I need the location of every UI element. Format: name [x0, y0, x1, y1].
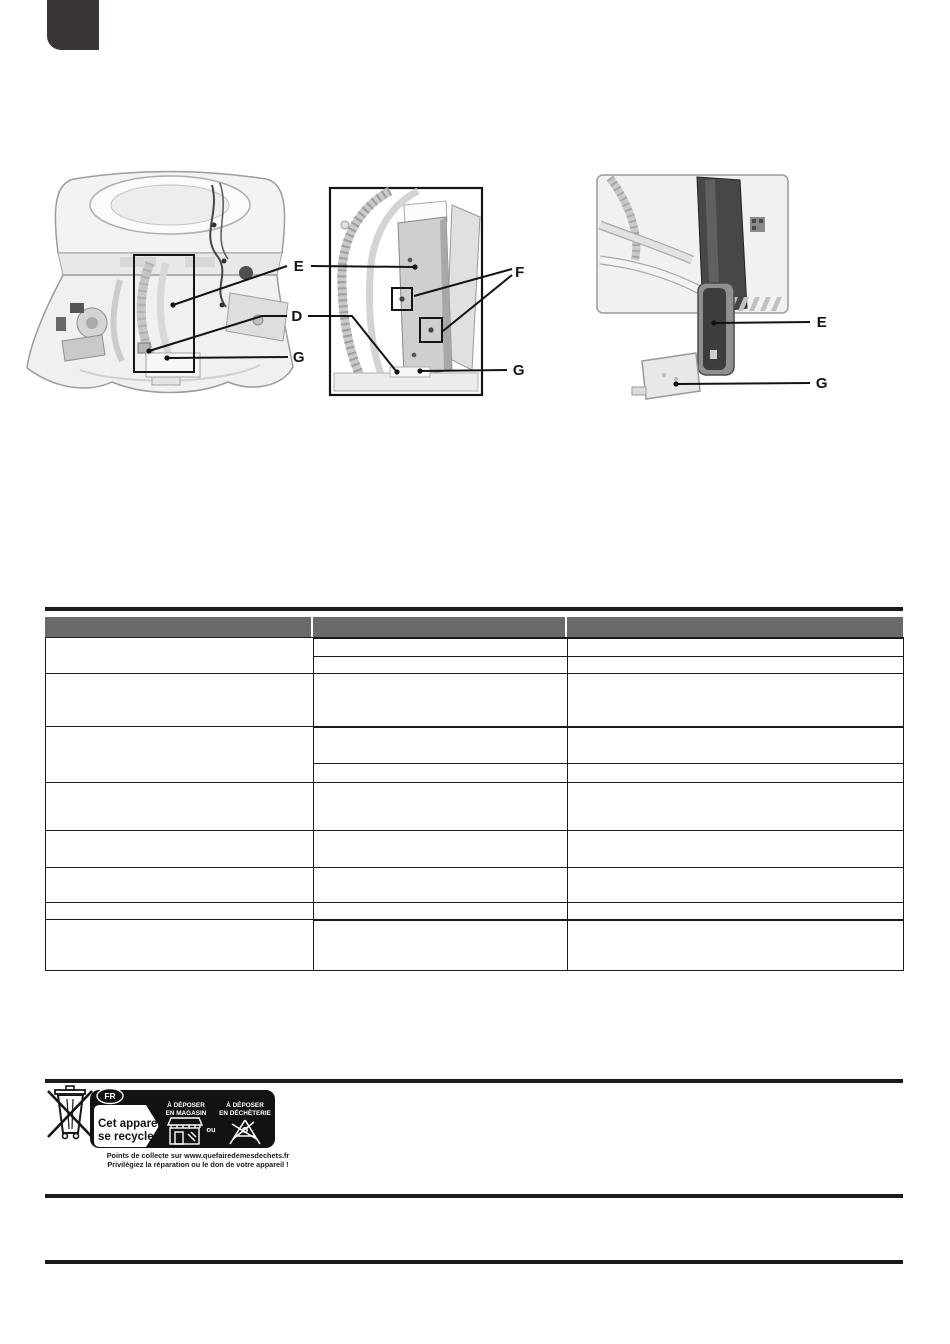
table-cell [314, 831, 568, 868]
section-divider-bottom [45, 1260, 903, 1264]
table-cell [314, 764, 568, 783]
part-label-f: F [515, 264, 525, 281]
table-header-row [45, 617, 903, 637]
table-cell [314, 903, 568, 920]
table-cell [314, 728, 568, 764]
part-label-g2: G [512, 362, 526, 379]
qr-sticker [750, 217, 765, 232]
table-cell [314, 921, 568, 971]
table-cell [568, 783, 904, 831]
part-label-e3: E [816, 314, 828, 331]
table-cell [46, 868, 314, 903]
figure-2-closeup [308, 188, 525, 395]
weee-bin-icon [48, 1086, 92, 1139]
store-drop-line1: À DÉPOSER [167, 1102, 205, 1109]
dump-drop-line2: EN DÉCHÈTERIE [219, 1110, 271, 1117]
recycle-claim-line1: Cet appareil [98, 1118, 164, 1130]
figure-3-part-removal [597, 175, 828, 399]
header-column-separator [565, 617, 567, 637]
section-divider-middle [45, 1194, 903, 1198]
table-cell [568, 868, 904, 903]
table-cell [314, 657, 568, 674]
table-cell [568, 764, 904, 783]
part-e-handle [698, 283, 734, 375]
table-cell [314, 868, 568, 903]
dump-drop-line1: À DÉPOSER [226, 1102, 264, 1109]
recycling-info-block [40, 1083, 310, 1173]
repair-advice-text: Privilégiez la réparation ou le don de votre appareil ! [107, 1160, 289, 1169]
pump-cover-part [146, 353, 200, 377]
triman-badge [90, 1089, 275, 1149]
table-cell [568, 831, 904, 868]
table-cell [46, 831, 314, 868]
table-cell [568, 674, 904, 727]
table-cell [314, 783, 568, 831]
part-g-bracket [632, 353, 700, 399]
table-row [46, 783, 904, 831]
table-cell [314, 674, 568, 727]
or-label: ou [206, 1125, 216, 1134]
page-corner-tab [47, 0, 99, 50]
store-drop-line2: EN MAGASIN [165, 1110, 207, 1117]
table-cell [46, 727, 314, 783]
table-cell [46, 903, 314, 920]
table-row [46, 831, 904, 868]
table-cell [568, 639, 904, 657]
table-cell [568, 657, 904, 674]
fr-badge [97, 1089, 123, 1104]
recycle-claim-line2: se recycle [98, 1131, 154, 1143]
table-cell [314, 639, 568, 657]
table-cell [46, 674, 314, 727]
fr-label: FR [104, 1091, 116, 1101]
part-label-g3: G [815, 375, 829, 392]
exploded-view-figures [0, 165, 950, 405]
table-cell [46, 920, 314, 971]
table-cell [568, 903, 904, 920]
table-top-rule [45, 607, 903, 611]
table-cell [568, 728, 904, 764]
table-cell [568, 921, 904, 971]
collect-points-text: Points de collecte sur www.quefairedemesdechets.fr [106, 1151, 290, 1160]
table-cell [46, 638, 314, 674]
part-label-e: E [293, 258, 305, 275]
figure-1-open-appliance [27, 172, 305, 393]
table-row [46, 903, 904, 920]
table-row [46, 674, 904, 727]
header-column-separator [311, 617, 313, 637]
part-label-g: G [292, 349, 306, 366]
table-cell [46, 783, 314, 831]
table-row [46, 868, 904, 903]
part-label-d: D [291, 308, 303, 325]
troubleshooting-table [45, 637, 904, 971]
